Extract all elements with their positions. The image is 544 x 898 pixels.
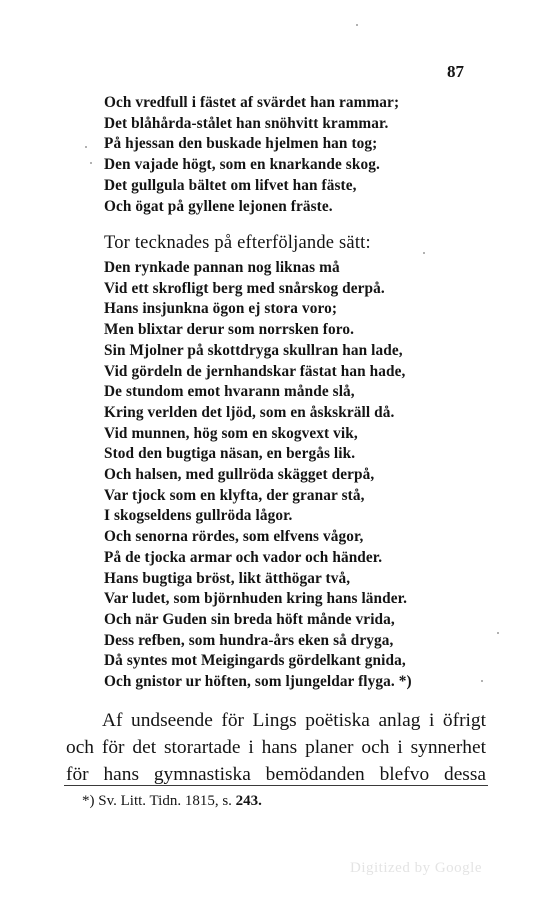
verse-line: Det gullgula bältet om lifvet han fäste, bbox=[104, 176, 357, 194]
scan-speck bbox=[423, 252, 425, 254]
scan-speck bbox=[90, 162, 92, 164]
verse-line: Sin Mjolner på skottdryga skullran han lade, bbox=[104, 341, 403, 359]
verse-line: Den rynkade pannan nog liknas må bbox=[104, 259, 340, 276]
footnote-page-ref: 243. bbox=[235, 793, 262, 809]
prose-paragraph bbox=[66, 707, 486, 788]
verse-line: Det blåhårda-stålet han snöhvitt krammar. bbox=[104, 114, 389, 132]
scan-speck bbox=[481, 680, 483, 682]
verse-line: Var tjock som en klyfta, der granar stå, bbox=[104, 486, 365, 504]
verse-line: På de tjocka armar och vador och händer. bbox=[104, 548, 383, 566]
verse-line: Vid gördeln de jernhandskar fästat han hade, bbox=[104, 362, 406, 380]
verse-line: Och när Guden sin breda höft månde vrida, bbox=[104, 610, 395, 628]
verse-line: Hans bugtiga bröst, likt ätthögar två, bbox=[104, 569, 351, 587]
verse-line: Stod den bugtiga näsan, en bergås lik. bbox=[104, 445, 356, 463]
verse-line: Vid ett skrofligt berg med snårskog derpå. bbox=[104, 279, 385, 297]
verse-line: Den vajade högt, som en knarkande skog. bbox=[104, 156, 380, 174]
prose-line: Af undseende för Lings poëtiska anlag i öfrigt bbox=[102, 710, 486, 731]
verse-line: Dess refben, som hundra-års eken så dryga, bbox=[104, 631, 394, 649]
footnote-marker: *) bbox=[82, 793, 95, 809]
verse-stanza-1 bbox=[104, 93, 399, 217]
verse-line: Kring verlden det ljöd, som en åskskräll då. bbox=[104, 403, 395, 421]
section-heading: Tor tecknades på efterföljande sätt: bbox=[104, 233, 371, 253]
footnote bbox=[82, 793, 262, 810]
verse-line: Och senorna rördes, som elfvens vågor, bbox=[104, 528, 364, 546]
footnote-text: Sv. Litt. Tidn. 1815, s. bbox=[98, 793, 232, 809]
verse-line: I skogseldens gullröda lågor. bbox=[104, 507, 293, 525]
scan-speck bbox=[356, 24, 358, 26]
verse-line: Men blixtar derur som norrsken foro. bbox=[104, 321, 355, 339]
page-number: 87 bbox=[447, 62, 464, 81]
verse-line: Var ludet, som björnhuden kring hans länder. bbox=[104, 590, 408, 608]
verse-line: Då syntes mot Meigingards gördelkant gnida, bbox=[104, 652, 406, 670]
verse-line: På hjessan den buskade hjelmen han tog; bbox=[104, 135, 378, 153]
verse-stanza-2 bbox=[104, 258, 412, 693]
verse-line: Vid munnen, hög som en skogvext vik, bbox=[104, 424, 358, 442]
verse-line: Och vredfull i fästet af svärdet han rammar; bbox=[104, 94, 400, 111]
prose-line: för hans gymnastiska bemödanden blefvo dessa bbox=[66, 764, 486, 785]
scan-watermark: Digitized by Google bbox=[350, 860, 482, 876]
footnote-divider bbox=[64, 785, 488, 786]
verse-line: Hans insjunkna ögon ej stora voro; bbox=[104, 300, 338, 318]
scan-speck bbox=[497, 632, 499, 634]
verse-line: Och ögat på gyllene lejonen fräste. bbox=[104, 197, 333, 215]
verse-line: Och gnistor ur höften, som ljungeldar flyga. *) bbox=[104, 673, 412, 691]
scan-speck bbox=[85, 146, 87, 148]
verse-line: Och halsen, med gullröda skägget derpå, bbox=[104, 466, 375, 484]
prose-line: och för det storartade i hans planer och i synnerhet bbox=[66, 737, 486, 758]
verse-line: De stundom emot hvarann månde slå, bbox=[104, 383, 355, 401]
